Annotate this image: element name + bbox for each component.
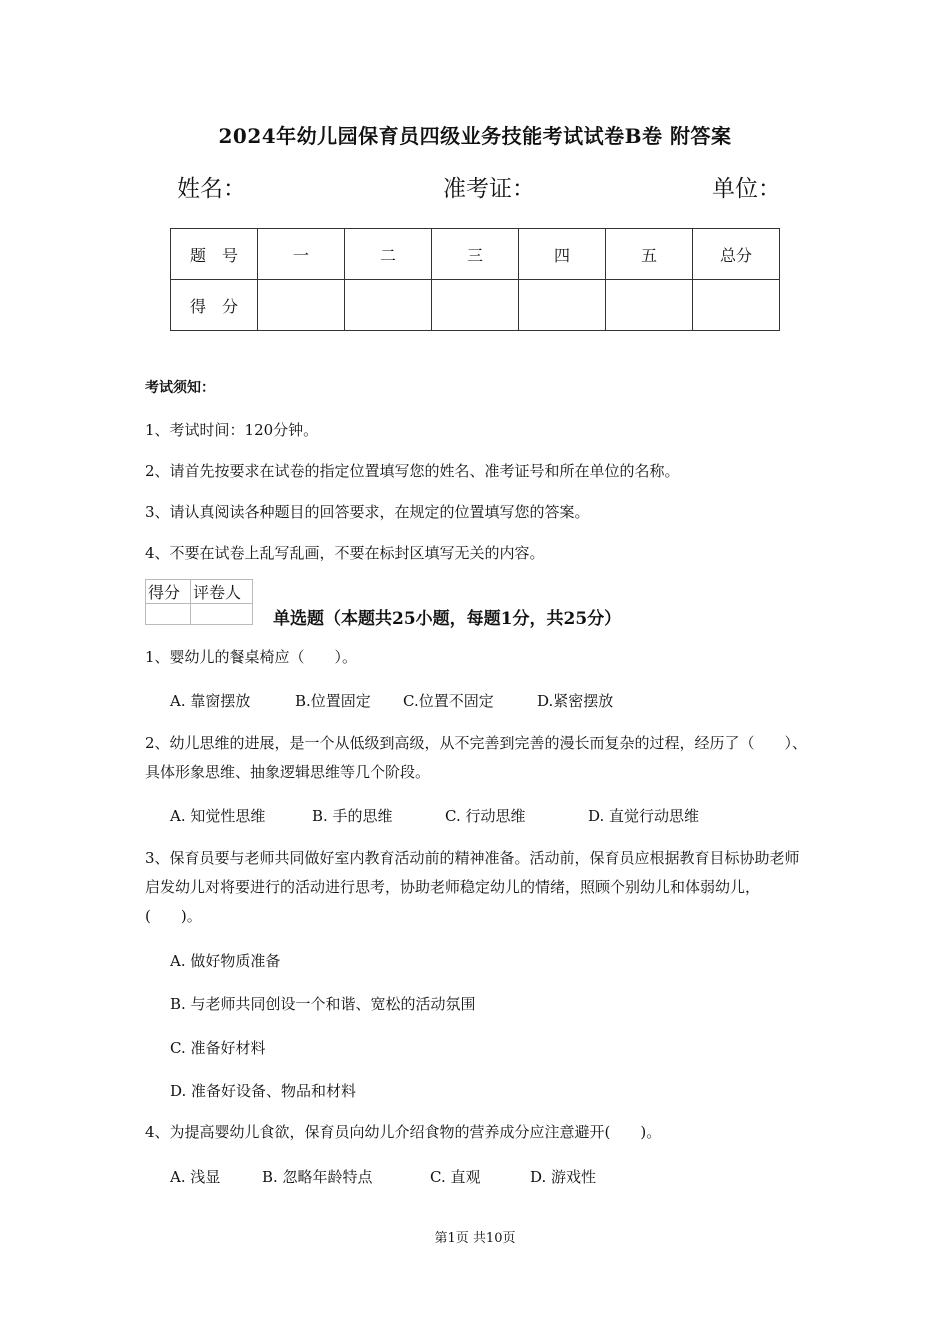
exam-title: 2024年幼儿园保育员四级业务技能考试试卷B卷 附答案: [218, 124, 732, 148]
score-header-cell: 题 号: [171, 229, 258, 280]
option-a: A. 知觉性思维: [170, 807, 266, 825]
option-a: A. 靠窗摆放: [170, 692, 251, 710]
score-header-cell: 四: [519, 229, 606, 280]
option-b: B.位置固定: [295, 692, 371, 710]
score-table-score-row: [171, 280, 780, 331]
score-header-cell: 一: [258, 229, 345, 280]
question-text: 1、婴幼儿的餐桌椅应（ ）。: [145, 648, 358, 666]
score-cell[interactable]: [432, 280, 519, 331]
grader-box: [145, 579, 253, 625]
ticket-label: 准考证：: [443, 176, 535, 202]
option-c: C. 准备好材料: [170, 1039, 266, 1057]
score-cell[interactable]: [258, 280, 345, 331]
option-d: D.紧密摆放: [537, 692, 614, 710]
notice-heading: 考试须知：: [145, 380, 215, 396]
score-table-header-row: [171, 229, 780, 280]
grader-reviewer-cell[interactable]: [191, 604, 253, 625]
score-cell[interactable]: [606, 280, 693, 331]
score-header-cell: 二: [345, 229, 432, 280]
question-text: 2、幼儿思维的进展，是一个从低级到高级，从不完善到完善的漫长而复杂的过程，经历了（ ）、具体形象思维、抽象逻辑思维等几个阶段。: [145, 734, 808, 781]
score-header-cell: 五: [606, 229, 693, 280]
option-b: B. 手的思维: [312, 807, 393, 825]
option-b: B. 忽略年龄特点: [262, 1168, 373, 1186]
grader-score-label: 得分: [146, 580, 191, 604]
grader-score-cell[interactable]: [146, 604, 191, 625]
option-c: C. 直观: [430, 1168, 481, 1186]
option-d: D. 游戏性: [530, 1168, 597, 1186]
option-a: A. 做好物质准备: [170, 952, 281, 970]
score-header-cell: 总分: [693, 229, 780, 280]
option-b: B. 与老师共同创设一个和谐、宽松的活动氛围: [170, 995, 476, 1013]
notice-item: 4、不要在试卷上乱写乱画，不要在标封区填写无关的内容。: [145, 544, 545, 562]
option-c: C. 行动思维: [445, 807, 526, 825]
score-table: [170, 228, 780, 331]
notice-item: 3、请认真阅读各种题目的回答要求，在规定的位置填写您的答案。: [145, 503, 590, 521]
option-d: D. 准备好设备、物品和材料: [170, 1082, 357, 1100]
score-row-label: 得 分: [171, 280, 258, 331]
score-cell[interactable]: [345, 280, 432, 331]
section-heading: 单选题（本题共25小题，每题1分，共25分）: [273, 609, 622, 629]
option-a: A. 浅显: [170, 1168, 221, 1186]
option-c: C.位置不固定: [403, 692, 494, 710]
name-label: 姓名：: [177, 176, 246, 202]
notice-item: 2、请首先按要求在试卷的指定位置填写您的姓名、准考证号和所在单位的名称。: [145, 462, 680, 480]
notice-item: 1、考试时间：120分钟。: [145, 421, 319, 439]
unit-label: 单位：: [712, 176, 781, 202]
score-header-cell: 三: [432, 229, 519, 280]
option-d: D. 直觉行动思维: [588, 807, 700, 825]
score-cell[interactable]: [693, 280, 780, 331]
grader-reviewer-label: 评卷人: [191, 580, 253, 604]
question-text: 4、为提高婴幼儿食欲，保育员向幼儿介绍食物的营养成分应注意避开( )。: [145, 1123, 662, 1141]
question-text: 3、保育员要与老师共同做好室内教育活动前的精神准备。活动前，保育员应根据教育目标协助老师启发幼儿对将要进行的活动进行思考，协助老师稳定幼儿的情绪，照顾个别幼儿和体弱幼儿，( )。: [145, 849, 800, 925]
page-footer: 第1页 共10页: [434, 1231, 516, 1246]
score-cell[interactable]: [519, 280, 606, 331]
